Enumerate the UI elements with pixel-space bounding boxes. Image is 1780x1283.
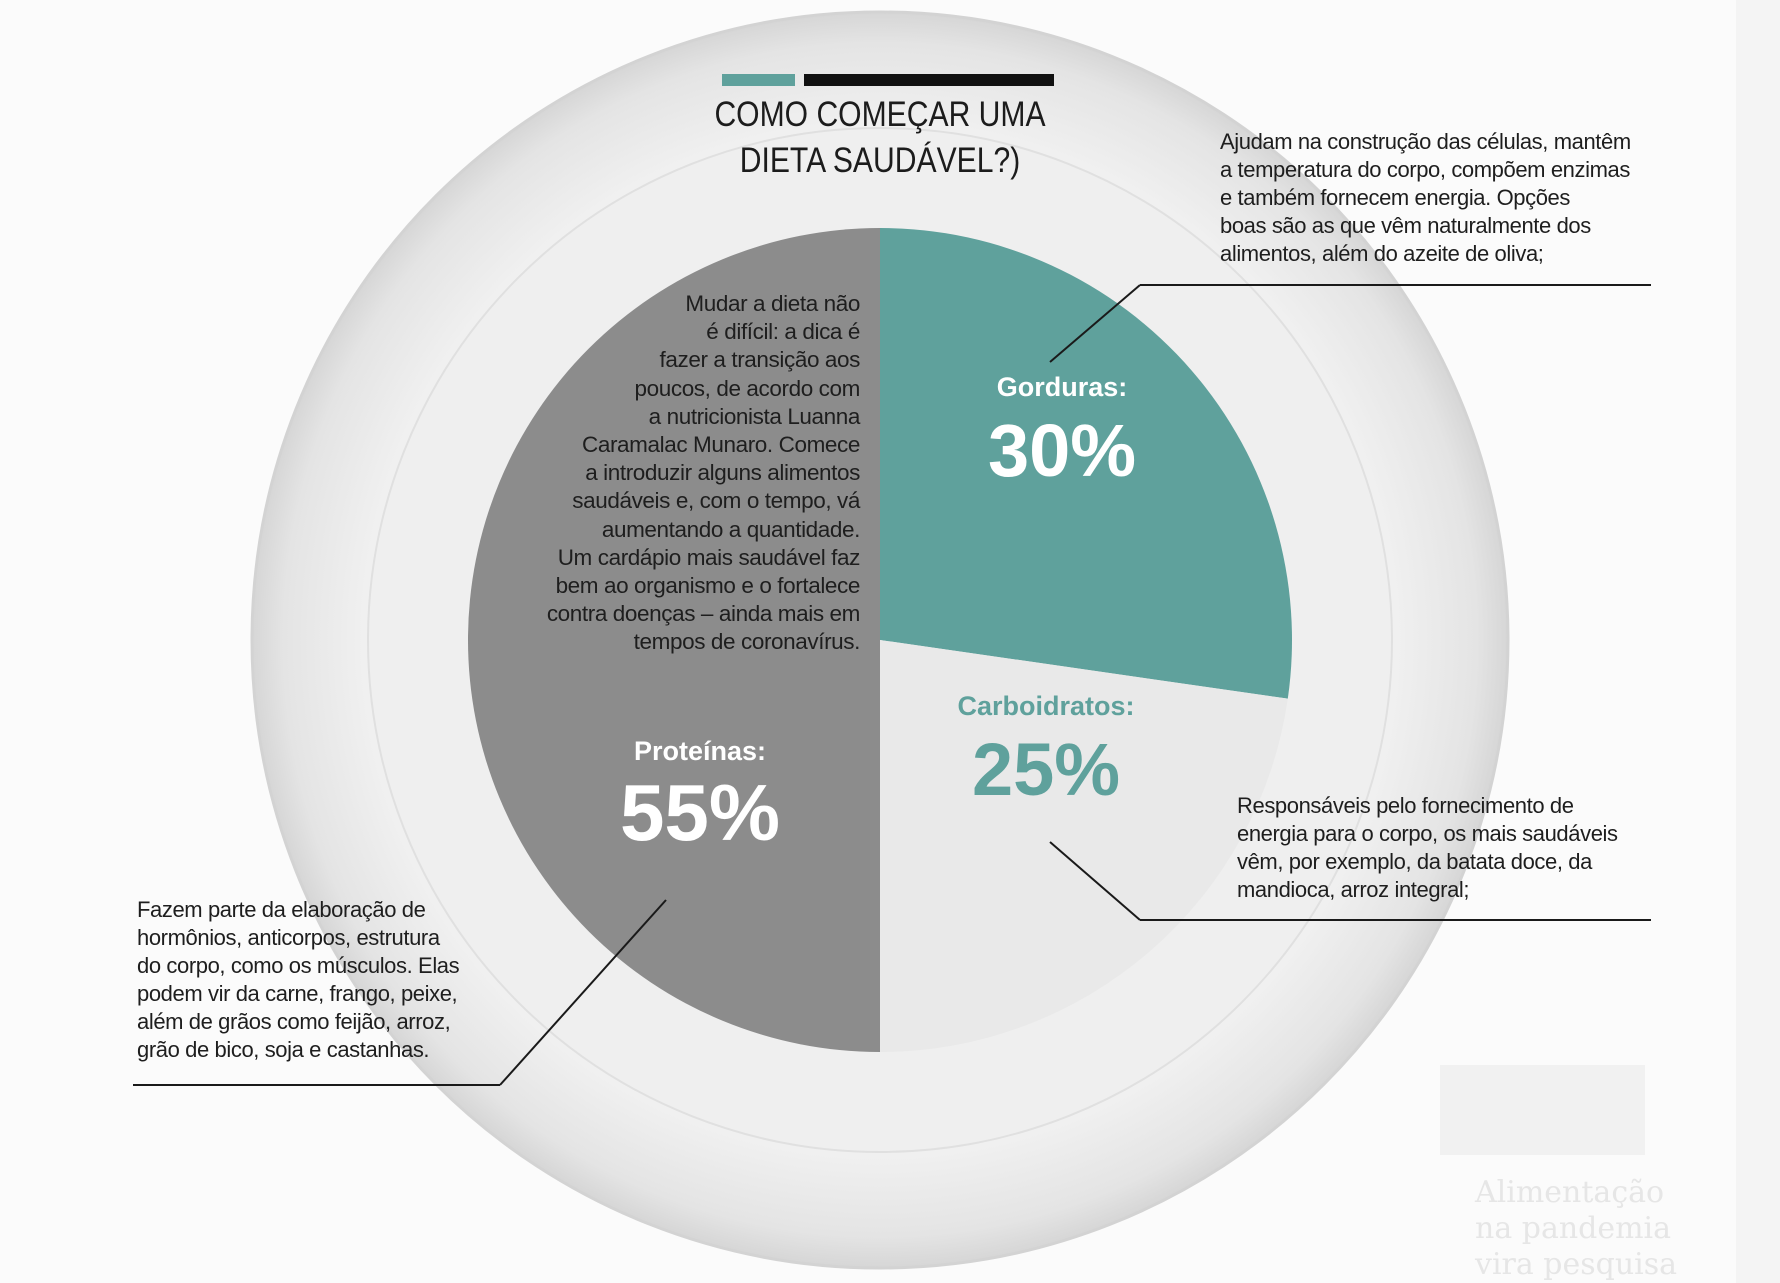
intro-line: Mudar a dieta não (685, 291, 860, 316)
intro-line: tempos de coronavírus. (633, 629, 860, 655)
intro-line: a nutricionista Luanna (648, 403, 860, 429)
faded-related-headline (1475, 1175, 1775, 1283)
slice-label-carb: Carboidratos: (957, 691, 1135, 721)
protein-description-line: grão de bico, soja e castanhas. (137, 1037, 430, 1062)
intro-line: aumentando a quantidade. (601, 516, 860, 542)
faded-headline-line: Alimentação (1475, 1175, 1665, 1210)
slice-label-protein: Proteínas: (633, 736, 767, 766)
title-line-2: DIETA SAUDÁVEL?) (739, 141, 1021, 180)
protein-description-line: do corpo, como os músculos. Elas (137, 953, 460, 978)
intro-line: bem ao organismo e o fortalece (555, 573, 860, 599)
carb-description-line: energia para o corpo, os mais saudáveis (1237, 821, 1618, 846)
protein-description-line: além de grãos como feijão, arroz, (137, 1009, 451, 1034)
slice-value-carb: 25% (971, 728, 1121, 811)
intro-line: Um cardápio mais saudável faz (557, 544, 860, 570)
intro-line: poucos, de acordo com (634, 375, 860, 401)
protein-description (137, 896, 497, 1064)
slice-value-fat: 30% (987, 409, 1137, 492)
protein-description-line: podem vir da carne, frango, peixe, (137, 981, 458, 1006)
carb-description-line: mandioca, arroz integral; (1237, 877, 1470, 902)
fat-description (1220, 128, 1680, 268)
faded-headline-line: na pandemia (1475, 1211, 1672, 1246)
title-line-1: COMO COMEÇAR UMA (714, 95, 1046, 134)
fat-description-line: alimentos, além do azeite de oliva; (1220, 241, 1544, 266)
title-accent-black (804, 74, 1054, 86)
intro-text (500, 290, 860, 657)
intro-line: saudáveis e, com o tempo, vá (572, 488, 860, 514)
fat-description-line: boas são as que vêm naturalmente dos (1220, 213, 1591, 238)
faded-thumbnail (1440, 1065, 1645, 1155)
fat-description-line: Ajudam na construção das células, mantêm (1220, 129, 1631, 154)
slice-label-fat: Gorduras: (996, 372, 1128, 402)
carb-description (1237, 792, 1677, 904)
faded-headline-line: vira pesquisa (1475, 1247, 1678, 1282)
intro-line: contra doenças – ainda mais em (546, 601, 860, 627)
slice-value-protein: 55% (619, 768, 781, 857)
page-title (691, 92, 1069, 184)
protein-description-line: Fazem parte da elaboração de (137, 897, 426, 922)
intro-line: fazer a transição aos (659, 347, 860, 373)
fat-description-line: a temperatura do corpo, compõem enzimas (1220, 157, 1630, 182)
protein-description-line: hormônios, anticorpos, estrutura (137, 925, 440, 950)
title-accent-teal (722, 74, 795, 86)
intro-line: a introduzir alguns alimentos (585, 460, 860, 486)
intro-line: Caramalac Munaro. Comece (581, 432, 860, 458)
fat-description-line: e também fornecem energia. Opções (1220, 185, 1570, 210)
carb-description-line: vêm, por exemplo, da batata doce, da (1237, 849, 1592, 874)
carb-description-line: Responsáveis pelo fornecimento de (1237, 793, 1574, 818)
intro-line: é difícil: a dica é (706, 319, 860, 345)
